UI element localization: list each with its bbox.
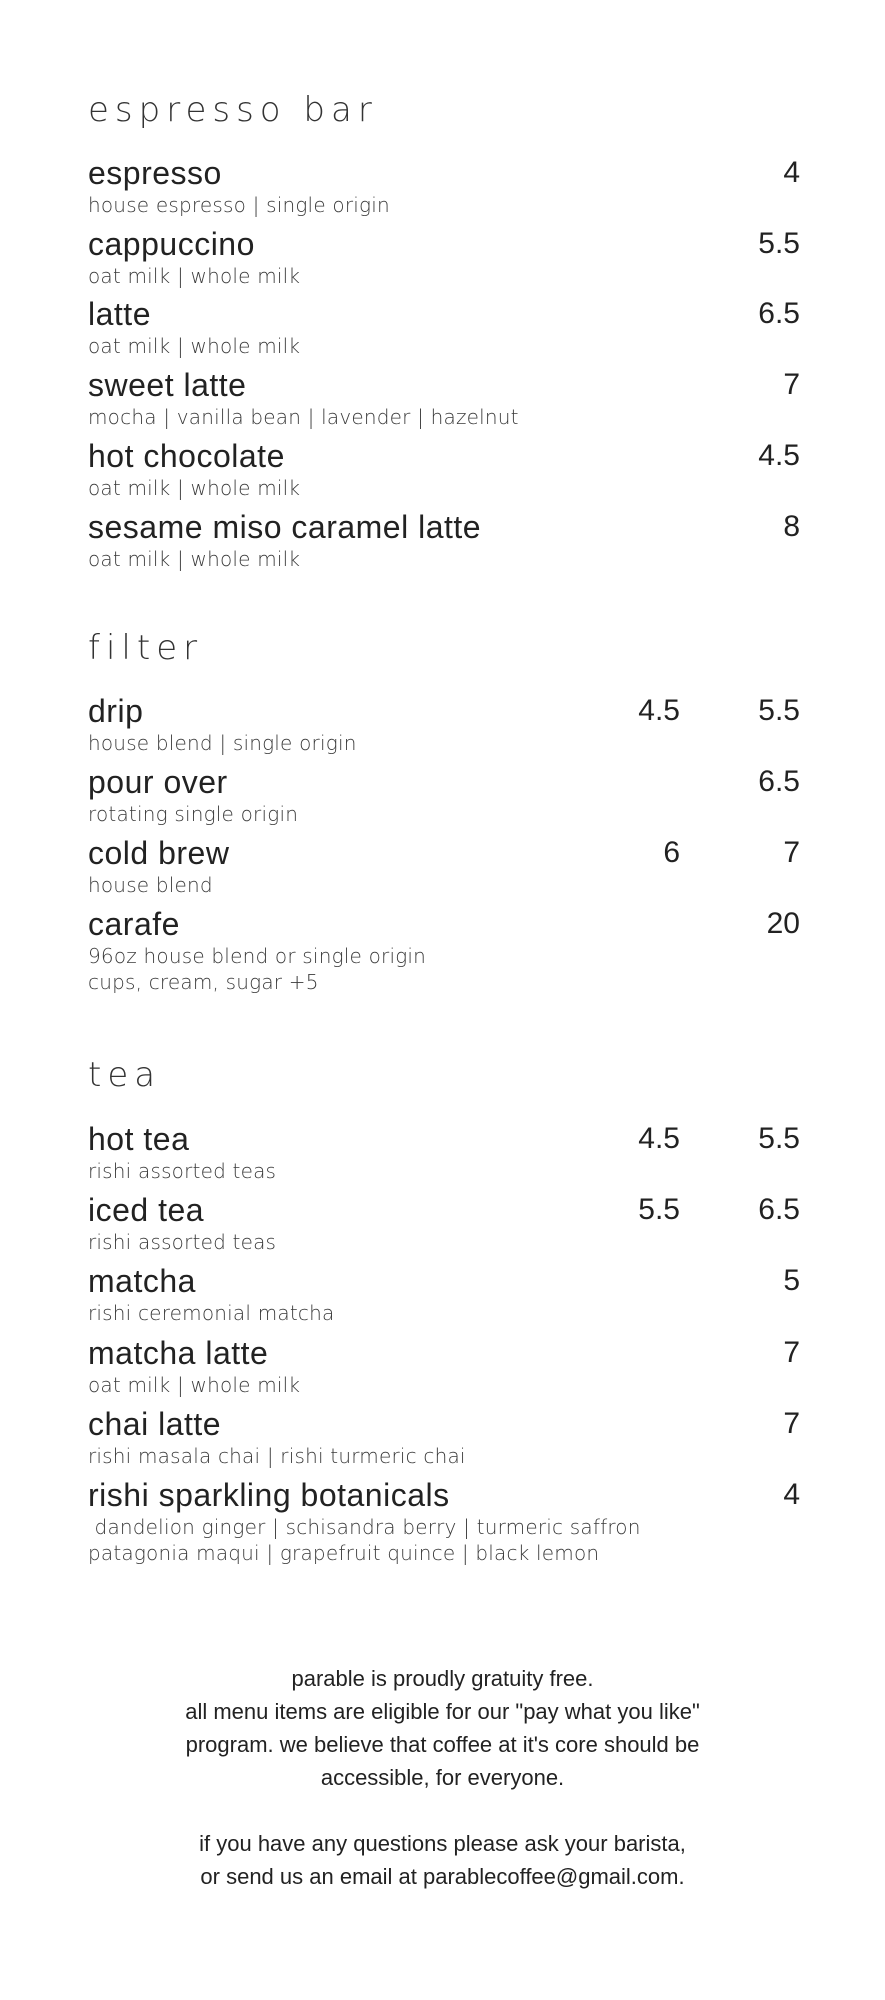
item-price: 7 — [783, 1336, 800, 1369]
item-name: pour over — [88, 764, 228, 800]
item-price: 5 — [783, 1264, 800, 1297]
footer-line: parable is proudly gratuity free. — [291, 1666, 594, 1691]
menu-item-sesame-miso-caramel-latte — [88, 508, 800, 572]
item-description: oat milk | whole milk — [88, 1373, 301, 1397]
item-price-small: 4.5 — [638, 1122, 680, 1155]
item-name: sweet latte — [88, 367, 247, 403]
item-description-extra: patagonia maqui | grapefruit quince | black lemon — [88, 1541, 600, 1565]
item-name: drip — [88, 693, 144, 729]
section-title-espresso-bar: espresso bar — [88, 90, 378, 130]
menu-item-chai-latte — [88, 1405, 800, 1469]
menu-item-iced-tea — [88, 1191, 800, 1255]
item-name: matcha — [88, 1263, 196, 1299]
item-price: 4.5 — [758, 439, 800, 472]
menu-item-pour-over — [88, 763, 800, 827]
item-price: 7 — [783, 368, 800, 401]
item-description: house blend | single origin — [88, 731, 357, 755]
item-description: rotating single origin — [88, 802, 299, 826]
menu-item-matcha — [88, 1262, 800, 1326]
item-name: rishi sparkling botanicals — [88, 1477, 450, 1513]
menu-item-cold-brew — [88, 834, 800, 898]
item-price-large: 5.5 — [758, 694, 800, 727]
item-description: rishi masala chai | rishi turmeric chai — [88, 1444, 466, 1468]
footer-line: program. we believe that coffee at it's core should be — [185, 1732, 700, 1757]
item-name: cold brew — [88, 835, 230, 871]
menu-item-sweet-latte — [88, 366, 800, 430]
menu-item-espresso — [88, 154, 800, 218]
item-name: sesame miso caramel latte — [88, 509, 482, 545]
footer-line: accessible, for everyone. — [320, 1765, 565, 1790]
item-price-small: 4.5 — [638, 694, 680, 727]
item-price: 6.5 — [758, 297, 800, 330]
menu-item-rishi-sparkling-botanicals — [88, 1476, 800, 1566]
footer-line: or send us an email at parablecoffee@gmail.com. — [200, 1864, 685, 1889]
item-price: 6.5 — [758, 765, 800, 798]
item-price: 7 — [783, 1407, 800, 1440]
item-description: dandelion ginger | schisandra berry | turmeric saffron — [88, 1515, 641, 1539]
item-description: house espresso | single origin — [88, 193, 390, 217]
item-description-extra: cups, cream, sugar +5 — [88, 970, 319, 994]
item-price-small: 5.5 — [638, 1193, 680, 1226]
footer-line: if you have any questions please ask your barista, — [199, 1831, 686, 1856]
item-description: rishi assorted teas — [88, 1159, 277, 1183]
footer-note — [100, 1662, 785, 1794]
item-description: oat milk | whole milk — [88, 547, 301, 571]
item-price: 8 — [783, 510, 800, 543]
section-title-filter: filter — [88, 628, 204, 668]
item-price: 5.5 — [758, 227, 800, 260]
item-price: 4 — [783, 156, 800, 189]
item-description: house blend — [88, 873, 213, 897]
item-name: cappuccino — [88, 226, 255, 262]
item-name: hot tea — [88, 1121, 190, 1157]
footer-contact — [100, 1827, 785, 1893]
section-title-tea: tea — [88, 1055, 162, 1095]
item-name: carafe — [88, 906, 180, 942]
menu-item-latte — [88, 295, 800, 359]
footer-line: all menu items are eligible for our "pay what you like" — [185, 1699, 700, 1724]
item-description: oat milk | whole milk — [88, 476, 301, 500]
item-description: rishi ceremonial matcha — [88, 1301, 335, 1325]
menu-item-carafe — [88, 905, 800, 995]
menu-item-cappuccino — [88, 225, 800, 289]
menu-item-matcha-latte — [88, 1334, 800, 1398]
item-description: 96oz house blend or single origin — [88, 944, 427, 968]
menu-item-drip — [88, 692, 800, 756]
item-price: 20 — [766, 907, 800, 940]
item-name: latte — [88, 296, 151, 332]
item-price-small: 6 — [663, 836, 680, 869]
item-price-large: 5.5 — [758, 1122, 800, 1155]
item-description: rishi assorted teas — [88, 1230, 277, 1254]
item-price-large: 6.5 — [758, 1193, 800, 1226]
item-name: matcha latte — [88, 1335, 269, 1371]
item-price: 4 — [783, 1478, 800, 1511]
item-name: iced tea — [88, 1192, 205, 1228]
item-description: mocha | vanilla bean | lavender | hazelnut — [88, 405, 519, 429]
item-price-large: 7 — [783, 836, 800, 869]
item-name: hot chocolate — [88, 438, 285, 474]
menu-item-hot-tea — [88, 1120, 800, 1184]
item-description: oat milk | whole milk — [88, 264, 301, 288]
item-name: espresso — [88, 155, 222, 191]
menu-item-hot-chocolate — [88, 437, 800, 501]
item-name: chai latte — [88, 1406, 222, 1442]
item-description: oat milk | whole milk — [88, 334, 301, 358]
